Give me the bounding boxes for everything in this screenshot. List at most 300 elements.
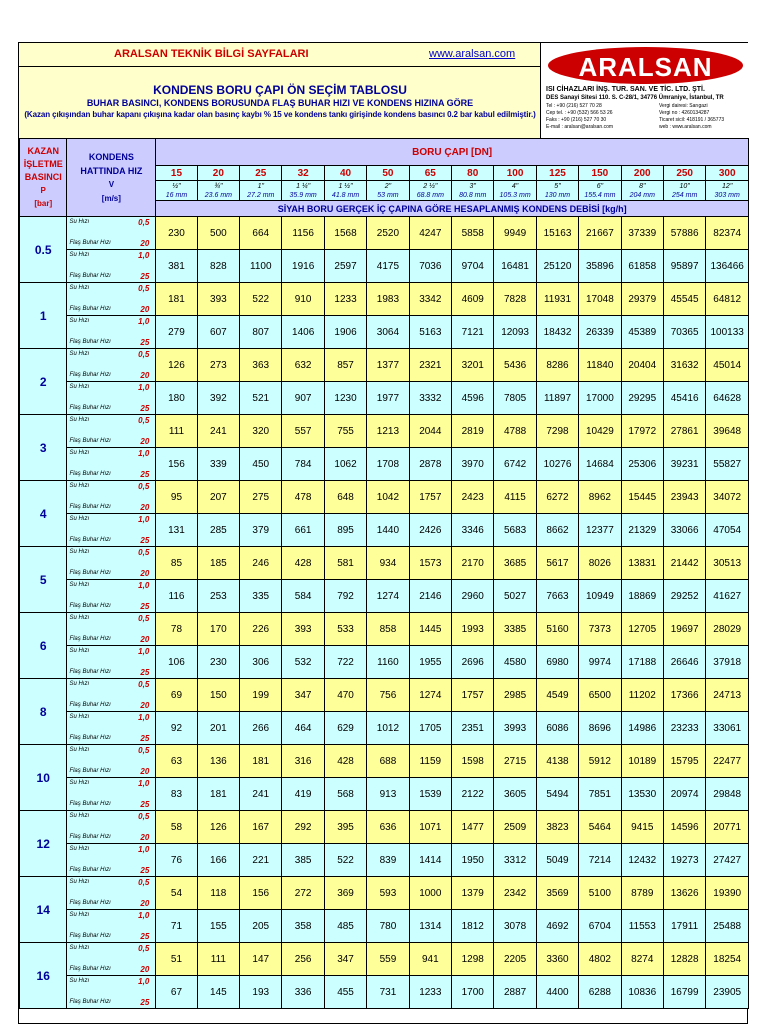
flow-value-cell: 1160 [367, 646, 409, 679]
flow-value-cell: 533 [324, 613, 366, 646]
flash-steam-speed-label: Flaş Buhar Hızı [69, 273, 111, 279]
water-speed-value: 0,5 [138, 878, 150, 887]
flow-value-cell: 181 [197, 778, 239, 811]
flow-value-cell: 47054 [706, 514, 749, 547]
flow-value-cell: 5436 [494, 349, 536, 382]
dn-size-cell [324, 181, 366, 201]
water-speed-label: Su Hızı [69, 813, 90, 819]
flow-value-cell: 9949 [494, 217, 536, 250]
flow-value-cell: 26646 [663, 646, 705, 679]
flash-steam-speed-label: Flaş Buhar Hızı [69, 702, 111, 708]
speed-label-cell [67, 712, 156, 745]
sheet-header [19, 43, 749, 138]
pressure-value-cell: 10 [20, 745, 67, 811]
speed-label-cell [67, 349, 156, 382]
speed-label-cell [67, 514, 156, 547]
flow-value-cell: 1000 [409, 877, 451, 910]
speed-label-cell [67, 481, 156, 514]
flow-value-cell: 5049 [536, 844, 578, 877]
dn-size-cell [536, 181, 578, 201]
speed-label-cell [67, 811, 156, 844]
flow-value-cell: 320 [240, 415, 282, 448]
flow-value-cell: 221 [240, 844, 282, 877]
flow-value-cell: 181 [156, 283, 197, 316]
speed-label-cell [67, 745, 156, 778]
pressure-value-cell: 1 [20, 283, 67, 349]
flow-value-cell: 3605 [494, 778, 536, 811]
dn-number-cell: 50 [367, 166, 409, 181]
speed-label-cell [67, 283, 156, 316]
flow-value-cell: 521 [240, 382, 282, 415]
flow-value-cell: 63 [156, 745, 197, 778]
dn-number-cell: 80 [452, 166, 494, 181]
flow-value-cell: 25306 [621, 448, 663, 481]
table-row [20, 844, 749, 877]
speed-label-cell [67, 580, 156, 613]
flash-steam-speed-label: Flaş Buhar Hızı [69, 735, 111, 741]
speed-label-cell [67, 943, 156, 976]
flash-steam-speed-value: 20 [140, 899, 150, 908]
flash-steam-speed-label: Flaş Buhar Hızı [69, 504, 111, 510]
flow-value-cell: 85 [156, 547, 197, 580]
water-speed-label: Su Hızı [69, 912, 90, 918]
flow-value-cell: 136466 [706, 250, 749, 283]
flow-value-cell: 226 [240, 613, 282, 646]
flow-value-cell: 3685 [494, 547, 536, 580]
flow-value-cell: 907 [282, 382, 324, 415]
flash-steam-speed-value: 25 [140, 734, 150, 743]
flow-value-cell: 12093 [494, 316, 536, 349]
flow-value-cell: 1071 [409, 811, 451, 844]
flow-value-cell: 755 [324, 415, 366, 448]
flow-value-cell: 2205 [494, 943, 536, 976]
flow-value-cell: 2426 [409, 514, 451, 547]
flash-steam-speed-label: Flaş Buhar Hızı [69, 834, 111, 840]
water-speed-value: 0,5 [138, 680, 150, 689]
flow-value-cell: 131 [156, 514, 197, 547]
flow-value-cell: 2520 [367, 217, 409, 250]
flow-value-cell: 31632 [663, 349, 705, 382]
flow-value-cell: 292 [282, 811, 324, 844]
dn-mm-label: 27.2 mm [247, 191, 275, 199]
flow-value-cell: 1314 [409, 910, 451, 943]
dn-size-cell [494, 181, 536, 201]
speed-header-line: KONDENS [88, 151, 134, 162]
flash-steam-speed-value: 20 [140, 239, 150, 248]
flow-value-cell: 230 [197, 646, 239, 679]
water-speed-label: Su Hızı [69, 549, 90, 555]
flow-value-cell: 20974 [663, 778, 705, 811]
flow-value-cell: 181 [240, 745, 282, 778]
flow-value-cell: 70365 [663, 316, 705, 349]
flow-value-cell: 584 [282, 580, 324, 613]
flow-value-cell: 1757 [452, 679, 494, 712]
flow-value-cell: 3078 [494, 910, 536, 943]
flow-value-cell: 12432 [621, 844, 663, 877]
dn-inch-label: 3" [469, 182, 476, 190]
flow-value-cell: 5464 [579, 811, 621, 844]
flow-value-cell: 1812 [452, 910, 494, 943]
flow-value-cell: 19697 [663, 613, 705, 646]
flow-value-cell: 395 [324, 811, 366, 844]
table-row [20, 514, 749, 547]
flow-value-cell: 632 [282, 349, 324, 382]
flash-steam-speed-label: Flaş Buhar Hızı [69, 636, 111, 642]
flash-steam-speed-label: Flaş Buhar Hızı [69, 900, 111, 906]
flow-value-cell: 27861 [663, 415, 705, 448]
table-row [20, 877, 749, 910]
flow-value-cell: 532 [282, 646, 324, 679]
flow-value-cell: 111 [156, 415, 197, 448]
flow-value-cell: 1156 [282, 217, 324, 250]
flow-value-cell: 4115 [494, 481, 536, 514]
table-row [20, 910, 749, 943]
flow-value-cell: 910 [282, 283, 324, 316]
flow-value-cell: 3312 [494, 844, 536, 877]
flow-value-cell: 1062 [324, 448, 366, 481]
flow-value-cell: 45389 [621, 316, 663, 349]
flow-value-cell: 4549 [536, 679, 578, 712]
flow-value-cell: 167 [240, 811, 282, 844]
dn-number-cell: 40 [324, 166, 366, 181]
flow-value-cell: 2960 [452, 580, 494, 613]
flash-steam-speed-value: 20 [140, 767, 150, 776]
water-speed-value: 1,0 [138, 779, 150, 788]
flow-value-cell: 156 [240, 877, 282, 910]
flow-value-cell: 4138 [536, 745, 578, 778]
flow-value-cell: 1100 [240, 250, 282, 283]
flow-value-cell: 45416 [663, 382, 705, 415]
flow-value-cell: 39648 [706, 415, 749, 448]
flash-steam-speed-label: Flaş Buhar Hızı [69, 339, 111, 345]
pressure-value-cell: 8 [20, 679, 67, 745]
flow-value-cell: 15795 [663, 745, 705, 778]
water-speed-label: Su Hızı [69, 582, 90, 588]
flow-value-cell: 2146 [409, 580, 451, 613]
flow-value-cell: 23233 [663, 712, 705, 745]
flow-value-cell: 664 [240, 217, 282, 250]
flash-steam-speed-value: 20 [140, 371, 150, 380]
flow-value-cell: 145 [197, 976, 239, 1009]
company-logo [548, 47, 743, 84]
water-speed-label: Su Hızı [69, 879, 90, 885]
pressure-header-unit: [bar] [34, 199, 53, 208]
company-email[interactable]: E-mail : aralsan@aralsan.com [546, 124, 614, 130]
flow-value-cell: 82374 [706, 217, 749, 250]
dn-size-cell [706, 181, 749, 201]
flash-steam-speed-value: 25 [140, 998, 150, 1007]
dn-number-cell: 32 [282, 166, 324, 181]
dn-number-cell: 15 [156, 166, 197, 181]
pressure-header-line: KAZAN [27, 146, 59, 156]
flow-value-cell: 1377 [367, 349, 409, 382]
flow-value-cell: 3569 [536, 877, 578, 910]
flow-value-cell: 12828 [663, 943, 705, 976]
dn-inch-label: 12" [722, 182, 733, 190]
flow-value-cell: 7214 [579, 844, 621, 877]
water-speed-label: Su Hızı [69, 681, 90, 687]
flow-value-cell: 347 [282, 679, 324, 712]
dn-size-cell [621, 181, 663, 201]
dn-mm-label: 68.8 mm [416, 191, 444, 199]
table-body [20, 139, 749, 1009]
flash-steam-speed-label: Flaş Buhar Hızı [69, 999, 111, 1005]
dn-size-cell [240, 181, 282, 201]
logo-text: ARALSAN [578, 52, 713, 82]
flash-steam-speed-label: Flaş Buhar Hızı [69, 966, 111, 972]
flow-value-cell: 392 [197, 382, 239, 415]
table-row [20, 547, 749, 580]
flow-value-cell: 23905 [706, 976, 749, 1009]
dn-size-cell [197, 181, 239, 201]
flow-value-cell: 5100 [579, 877, 621, 910]
company-web[interactable]: web : www.aralsan.com [659, 124, 712, 130]
dn-size-cell [409, 181, 451, 201]
dn-number-cell: 65 [409, 166, 451, 181]
water-speed-value: 1,0 [138, 317, 150, 326]
flow-value-cell: 1983 [367, 283, 409, 316]
flash-steam-speed-label: Flaş Buhar Hızı [69, 372, 111, 378]
flow-value-cell: 10429 [579, 415, 621, 448]
flow-value-cell: 1916 [282, 250, 324, 283]
water-speed-value: 1,0 [138, 581, 150, 590]
flow-value-cell: 1159 [409, 745, 451, 778]
flow-value-cell: 28029 [706, 613, 749, 646]
dn-number-cell: 200 [621, 166, 663, 181]
flow-value-cell: 106 [156, 646, 197, 679]
dn-inch-label: 2" [384, 182, 392, 190]
table-row [20, 349, 749, 382]
dn-size-cell [367, 181, 409, 201]
flow-value-cell: 78 [156, 613, 197, 646]
table-row [20, 481, 749, 514]
flow-value-cell: 648 [324, 481, 366, 514]
dn-inch-label: 10" [679, 182, 690, 190]
flow-value-cell: 5160 [536, 613, 578, 646]
flow-value-cell: 780 [367, 910, 409, 943]
flash-steam-speed-value: 20 [140, 965, 150, 974]
flow-value-cell: 61858 [621, 250, 663, 283]
flash-steam-speed-value: 20 [140, 305, 150, 314]
flow-value-cell: 1993 [452, 613, 494, 646]
flow-value-cell: 1705 [409, 712, 451, 745]
flash-steam-speed-value: 25 [140, 866, 150, 875]
header-top-bar [19, 43, 541, 67]
flow-value-cell: 1477 [452, 811, 494, 844]
flow-value-cell: 37918 [706, 646, 749, 679]
dn-number-cell: 150 [579, 166, 621, 181]
flow-value-cell: 69 [156, 679, 197, 712]
flow-value-cell: 784 [282, 448, 324, 481]
flow-value-cell: 64628 [706, 382, 749, 415]
flow-value-cell: 45014 [706, 349, 749, 382]
flow-value-cell: 1700 [452, 976, 494, 1009]
speed-header-symbol: V [108, 179, 115, 189]
water-speed-value: 1,0 [138, 713, 150, 722]
speed-label-cell [67, 844, 156, 877]
flow-value-cell: 4400 [536, 976, 578, 1009]
flow-value-cell: 147 [240, 943, 282, 976]
company-fax: Faks : +90 (216) 527 70 30 [546, 117, 607, 123]
flow-value-cell: 629 [324, 712, 366, 745]
flow-value-cell: 379 [240, 514, 282, 547]
flow-value-cell: 22477 [706, 745, 749, 778]
water-speed-label: Su Hızı [69, 450, 90, 456]
flow-value-cell: 17000 [579, 382, 621, 415]
condensate-flow-table [19, 138, 749, 1009]
flow-value-cell: 275 [240, 481, 282, 514]
flow-value-cell: 18254 [706, 943, 749, 976]
flow-value-cell: 6288 [579, 976, 621, 1009]
pressure-value-cell: 5 [20, 547, 67, 613]
flow-value-cell: 393 [282, 613, 324, 646]
flow-value-cell: 688 [367, 745, 409, 778]
flow-value-cell: 35896 [579, 250, 621, 283]
speed-label-cell [67, 316, 156, 349]
flow-value-cell: 522 [324, 844, 366, 877]
flow-value-cell: 19390 [706, 877, 749, 910]
company-block [541, 43, 749, 138]
flow-value-cell: 2715 [494, 745, 536, 778]
flow-value-cell: 2509 [494, 811, 536, 844]
flash-steam-speed-value: 25 [140, 338, 150, 347]
table-row [20, 283, 749, 316]
flow-value-cell: 21667 [579, 217, 621, 250]
water-speed-label: Su Hızı [69, 318, 90, 324]
table-row [20, 778, 749, 811]
flow-value-cell: 17972 [621, 415, 663, 448]
flow-value-cell: 2351 [452, 712, 494, 745]
flow-value-cell: 13530 [621, 778, 663, 811]
page-subtitle: BUHAR BASINCI, KONDENS BORUSUNDA FLAŞ BUHAR HIZI VE KONDENS HIZINA GÖRE [86, 98, 474, 108]
flow-value-cell: 4175 [367, 250, 409, 283]
flow-value-cell: 7373 [579, 613, 621, 646]
water-speed-value: 0,5 [138, 746, 150, 755]
flow-value-cell: 306 [240, 646, 282, 679]
dn-number-cell: 300 [706, 166, 749, 181]
flow-value-cell: 67 [156, 976, 197, 1009]
flow-value-cell: 1598 [452, 745, 494, 778]
flow-value-cell: 6704 [579, 910, 621, 943]
flow-value-cell: 7036 [409, 250, 451, 283]
flow-value-cell: 4802 [579, 943, 621, 976]
flow-value-cell: 4609 [452, 283, 494, 316]
flow-value-cell: 6500 [579, 679, 621, 712]
dn-inch-label: 6" [596, 182, 604, 190]
company-name: ISI CİHAZLARI İNŞ. TUR. SAN. VE TİC. LTD. ŞTİ. [546, 86, 705, 93]
flow-value-cell: 2321 [409, 349, 451, 382]
flow-value-cell: 10276 [536, 448, 578, 481]
flow-value-cell: 335 [240, 580, 282, 613]
speed-label-cell [67, 250, 156, 283]
flow-value-cell: 241 [240, 778, 282, 811]
flow-value-cell: 241 [197, 415, 239, 448]
pressure-value-cell: 14 [20, 877, 67, 943]
flow-value-cell: 7851 [579, 778, 621, 811]
flow-value-cell: 2122 [452, 778, 494, 811]
table-row [20, 613, 749, 646]
flow-value-cell: 21442 [663, 547, 705, 580]
flow-value-cell: 2170 [452, 547, 494, 580]
dn-inch-label: 1 ½" [338, 182, 353, 190]
flow-value-cell: 156 [156, 448, 197, 481]
website-link[interactable]: www.aralsan.com [429, 48, 516, 60]
flash-steam-speed-value: 25 [140, 404, 150, 413]
flow-value-cell: 2985 [494, 679, 536, 712]
flow-value-cell: 7805 [494, 382, 536, 415]
water-speed-label: Su Hızı [69, 219, 90, 225]
flow-value-cell: 464 [282, 712, 324, 745]
flow-value-cell: 731 [367, 976, 409, 1009]
dn-mm-label: 16 mm [165, 191, 188, 199]
flash-steam-speed-label: Flaş Buhar Hızı [69, 867, 111, 873]
flow-value-cell: 4788 [494, 415, 536, 448]
dn-mm-label: 105.3 mm [499, 191, 531, 199]
flow-value-cell: 5494 [536, 778, 578, 811]
flow-value-cell: 385 [282, 844, 324, 877]
flash-steam-speed-label: Flaş Buhar Hızı [69, 471, 111, 477]
pressure-value-cell: 0.5 [20, 217, 67, 283]
flow-value-cell: 29848 [706, 778, 749, 811]
dn-mm-label: 303 mm [714, 191, 740, 199]
flow-value-cell: 336 [282, 976, 324, 1009]
flow-value-cell: 347 [324, 943, 366, 976]
flow-value-cell: 559 [367, 943, 409, 976]
flow-value-cell: 266 [240, 712, 282, 745]
flow-value-cell: 8789 [621, 877, 663, 910]
flow-value-cell: 10836 [621, 976, 663, 1009]
water-speed-label: Su Hızı [69, 978, 90, 984]
flow-value-cell: 5163 [409, 316, 451, 349]
water-speed-value: 1,0 [138, 977, 150, 986]
flow-value-cell: 230 [156, 217, 197, 250]
dn-inch-label: ¾" [214, 182, 223, 190]
flow-value-cell: 11202 [621, 679, 663, 712]
water-speed-label: Su Hızı [69, 516, 90, 522]
flow-value-cell: 19273 [663, 844, 705, 877]
company-tel: Tel : +90 (216) 527 70 28 [546, 103, 602, 109]
flow-value-cell: 279 [156, 316, 197, 349]
flow-value-cell: 3970 [452, 448, 494, 481]
speed-label-cell [67, 547, 156, 580]
pressure-value-cell: 3 [20, 415, 67, 481]
dn-inch-label: 8" [639, 182, 646, 190]
dn-inch-label: 2 ½" [423, 182, 438, 190]
flash-steam-speed-label: Flaş Buhar Hızı [69, 933, 111, 939]
flow-value-cell: 1012 [367, 712, 409, 745]
flow-value-cell: 941 [409, 943, 451, 976]
flow-value-cell: 428 [282, 547, 324, 580]
flow-value-cell: 20771 [706, 811, 749, 844]
flow-value-cell: 9415 [621, 811, 663, 844]
flow-value-cell: 17366 [663, 679, 705, 712]
water-speed-value: 0,5 [138, 284, 150, 293]
flow-value-cell: 3201 [452, 349, 494, 382]
table-row [20, 217, 749, 250]
flow-value-cell: 636 [367, 811, 409, 844]
flow-value-cell: 339 [197, 448, 239, 481]
water-speed-value: 1,0 [138, 515, 150, 524]
flow-value-cell: 5617 [536, 547, 578, 580]
flow-value-cell: 3385 [494, 613, 536, 646]
flow-value-cell: 2819 [452, 415, 494, 448]
flow-value-cell: 1440 [367, 514, 409, 547]
water-speed-label: Su Hızı [69, 648, 90, 654]
flow-value-cell: 10189 [621, 745, 663, 778]
flow-value-cell: 7298 [536, 415, 578, 448]
flow-value-cell: 246 [240, 547, 282, 580]
flow-value-cell: 369 [324, 877, 366, 910]
